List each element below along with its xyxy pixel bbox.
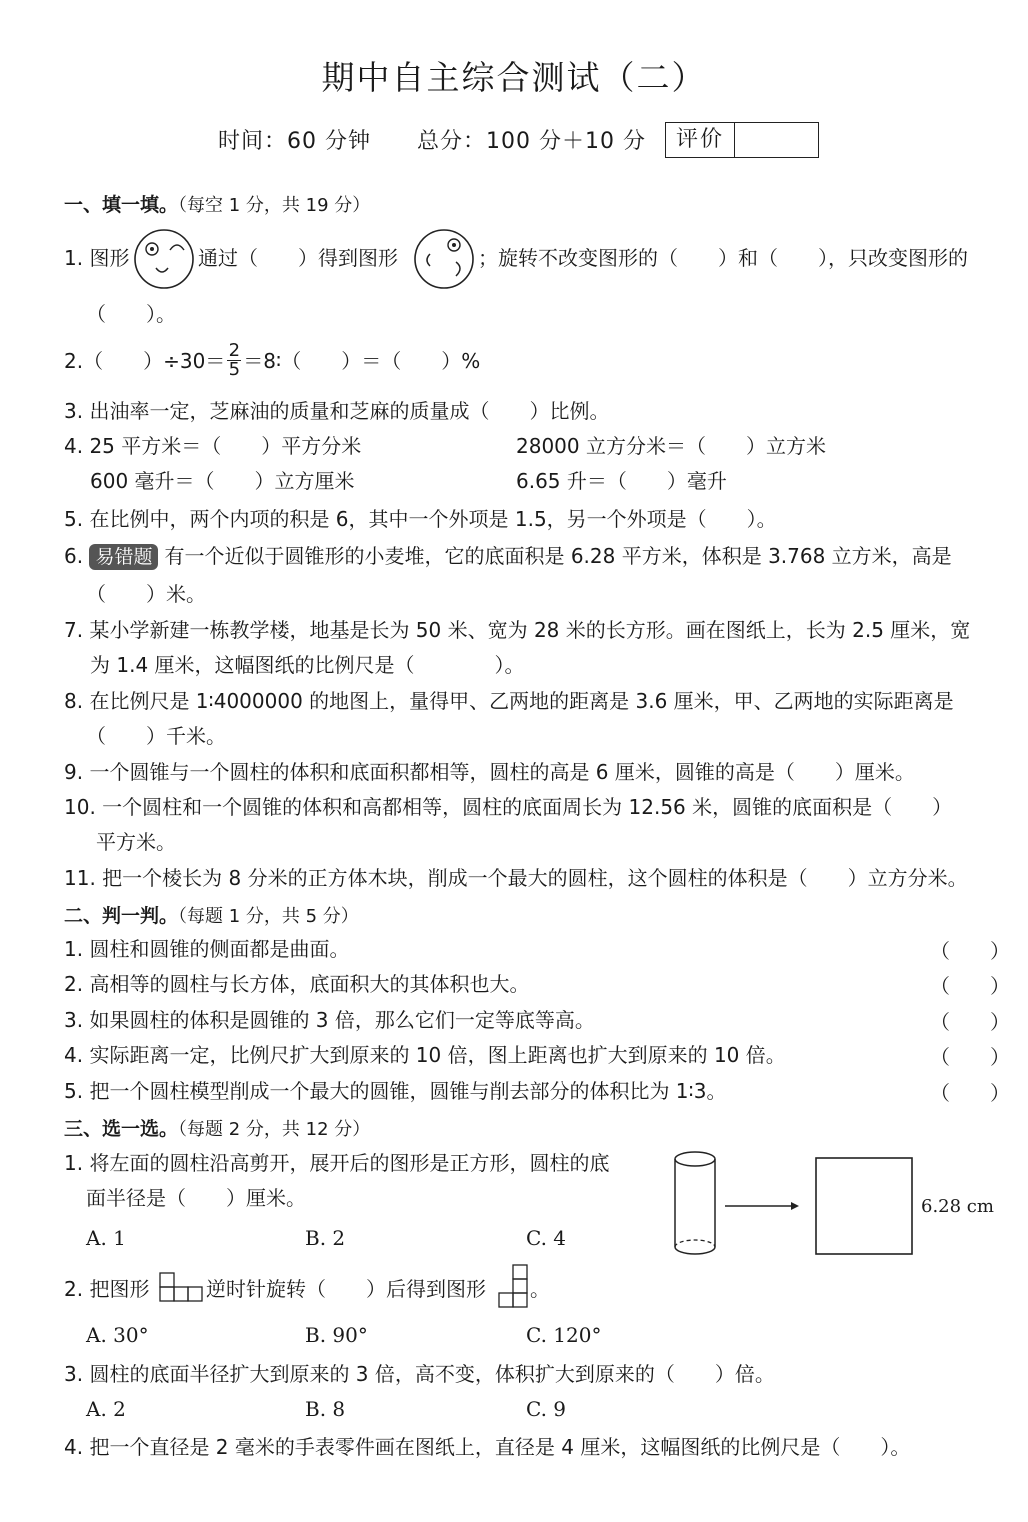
section2-note: （每题 1 分，共 5 分） [178,906,359,927]
s1-q6-num: 6. [64,544,84,568]
s3-q2-part-b: 逆时针旋转（ ）后得到图形 [206,1277,486,1301]
s1-q4-a: 4. 25 平方米＝（ ）平方分米 [64,434,362,458]
s1-q11: 11. 把一个棱长为 8 分米的正方体木块，削成一个最大的圆柱，这个圆柱的体积是（ ）立方分米。 [64,866,968,890]
s3-q3: 3. 圆柱的底面半径扩大到原来的 3 倍，高不变，体积扩大到原来的（ ）倍。 [64,1362,775,1386]
evaluation-value[interactable] [735,123,818,157]
s2-answer-4[interactable]: （ ） [930,1045,1010,1069]
section1-heading [64,190,370,217]
section3-title: 三、选一选。 [64,1118,179,1140]
fraction-denominator: 5 [228,359,241,380]
s3-q1-option-b[interactable]: B. 2 [305,1226,346,1250]
s2-item-2: 2. 高相等的圆柱与长方体，底面积大的其体积也大。 [64,972,530,996]
s1-q10-line2: 平方米。 [96,830,176,854]
s1-q4-d: 6.65 升＝（ ）毫升 [516,469,727,493]
s1-q5: 5. 在比例中，两个内项的积是 6，其中一个外项是 1.5，另一个外项是（ ）。 [64,507,777,531]
s1-q8-line1: 8. 在比例尺是 1∶4000000 的地图上，量得甲、乙两地的距离是 3.6 厘米，甲、乙两地的实际距离是 [64,689,954,713]
l-block-figure-a [159,1272,205,1304]
s1-q9: 9. 一个圆锥与一个圆柱的体积和底面积都相等，圆柱的高是 6 厘米，圆锥的高是（ ）厘米。 [64,760,915,784]
s3-q1-option-a[interactable]: A. 1 [86,1226,126,1250]
s3-q1-option-c[interactable]: C. 4 [526,1226,567,1250]
time-label: 时间：60 分钟 [218,129,371,154]
s1-q4-c: 600 毫升＝（ ）立方厘米 [90,469,355,493]
fraction [227,342,241,379]
s3-q2-part-c: 。 [530,1277,550,1301]
s1-q1-part-a: 1. 图形 [64,246,130,270]
face-figure-b [412,228,476,290]
s3-q3-option-a[interactable]: A. 2 [86,1397,126,1421]
s1-q1-part-b: 通过（ ）得到图形 [198,246,398,270]
section1-note: （每空 1 分，共 19 分） [178,195,371,216]
section2-heading [64,901,359,928]
s1-q2-part-a: 2.（ ）÷30＝ [64,348,226,373]
s3-q2-option-a[interactable]: A. 30° [86,1323,149,1347]
exam-meta [218,124,646,155]
s1-q6-line2: （ ）米。 [86,582,206,606]
s1-q3: 3. 出油率一定，芝麻油的质量和芝麻的质量成（ ）比例。 [64,399,610,423]
s3-q4: 4. 把一个直径是 2 毫米的手表零件画在图纸上，直径是 4 厘米，这幅图纸的比例尺是（ ）。 [64,1435,911,1459]
s1-q4-b: 28000 立方分米＝（ ）立方米 [516,434,826,458]
s3-q2-option-b[interactable]: B. 90° [305,1323,368,1347]
section2-title: 二、判一判。 [64,905,179,927]
s2-answer-5[interactable]: （ ） [930,1081,1010,1105]
s2-item-5: 5. 把一个圆柱模型削成一个最大的圆锥，圆锥与削去部分的体积比为 1∶3。 [64,1079,727,1103]
s3-q3-option-c[interactable]: C. 9 [526,1397,567,1421]
fraction-numerator: 2 [228,340,241,361]
s1-q7-line1: 7. 某小学新建一栋教学楼，地基是长为 50 米、宽为 28 米的长方形。画在图纸上，长为 2.5 厘米，宽 [64,618,971,642]
s2-answer-3[interactable]: （ ） [930,1010,1010,1034]
s2-answer-2[interactable]: （ ） [930,974,1010,998]
s3-q3-option-b[interactable]: B. 8 [305,1397,346,1421]
section1-title: 一、填一填。 [64,194,179,216]
section3-note: （每题 2 分，共 12 分） [178,1119,371,1140]
s1-q1-part-c: ；旋转不改变图形的（ ）和（ ），只改变图形的 [478,246,968,270]
evaluation-box [665,122,819,158]
s1-q2 [64,342,480,379]
s3-q1-line2: 面半径是（ ）厘米。 [86,1186,306,1210]
square-side-label: 6.28 cm [921,1196,994,1217]
s3-q1-line1: 1. 将左面的圆柱沿高剪开，展开后的图形是正方形，圆柱的底 [64,1151,610,1175]
s2-item-4: 4. 实际距离一定，比例尺扩大到原来的 10 倍，图上距离也扩大到原来的 10 倍。 [64,1043,786,1067]
section3-heading [64,1114,370,1141]
face-figure-a [132,228,196,290]
s3-q2-option-c[interactable]: C. 120° [526,1323,602,1347]
arrow-icon [725,1200,799,1212]
s1-q8-line2: （ ）千米。 [86,724,226,748]
s1-q2-part-b: ＝8∶（ ）＝（ ）% [243,348,481,373]
s2-item-1: 1. 圆柱和圆锥的侧面都是曲面。 [64,937,350,961]
unfolded-square-figure [815,1157,913,1255]
s1-q6-text: 有一个近似于圆锥形的小麦堆，它的底面积是 6.28 平方米，体积是 3.768 立方米，高是 [164,544,952,568]
s1-q10-line1: 10. 一个圆柱和一个圆锥的体积和高都相等，圆柱的底面周长为 12.56 米，圆锥的底面积是（ ） [64,795,953,819]
cylinder-figure [672,1150,718,1258]
s1-q1-line2: （ ）。 [86,302,176,326]
s2-item-3: 3. 如果圆柱的体积是圆锥的 3 倍，那么它们一定等底等高。 [64,1008,595,1032]
s1-q7-line2: 为 1.4 厘米，这幅图纸的比例尺是（ ）。 [90,653,525,677]
s3-q2-part-a: 2. 把图形 [64,1277,150,1301]
s2-answer-1[interactable]: （ ） [930,939,1010,963]
score-label: 总分：100 分＋10 分 [417,129,646,154]
s1-q6 [64,542,952,570]
page-title: 期中自主综合测试（二） [321,58,707,97]
error-prone-badge: 易错题 [89,544,158,570]
evaluation-label: 评价 [666,123,735,157]
l-block-figure-b [498,1264,532,1310]
